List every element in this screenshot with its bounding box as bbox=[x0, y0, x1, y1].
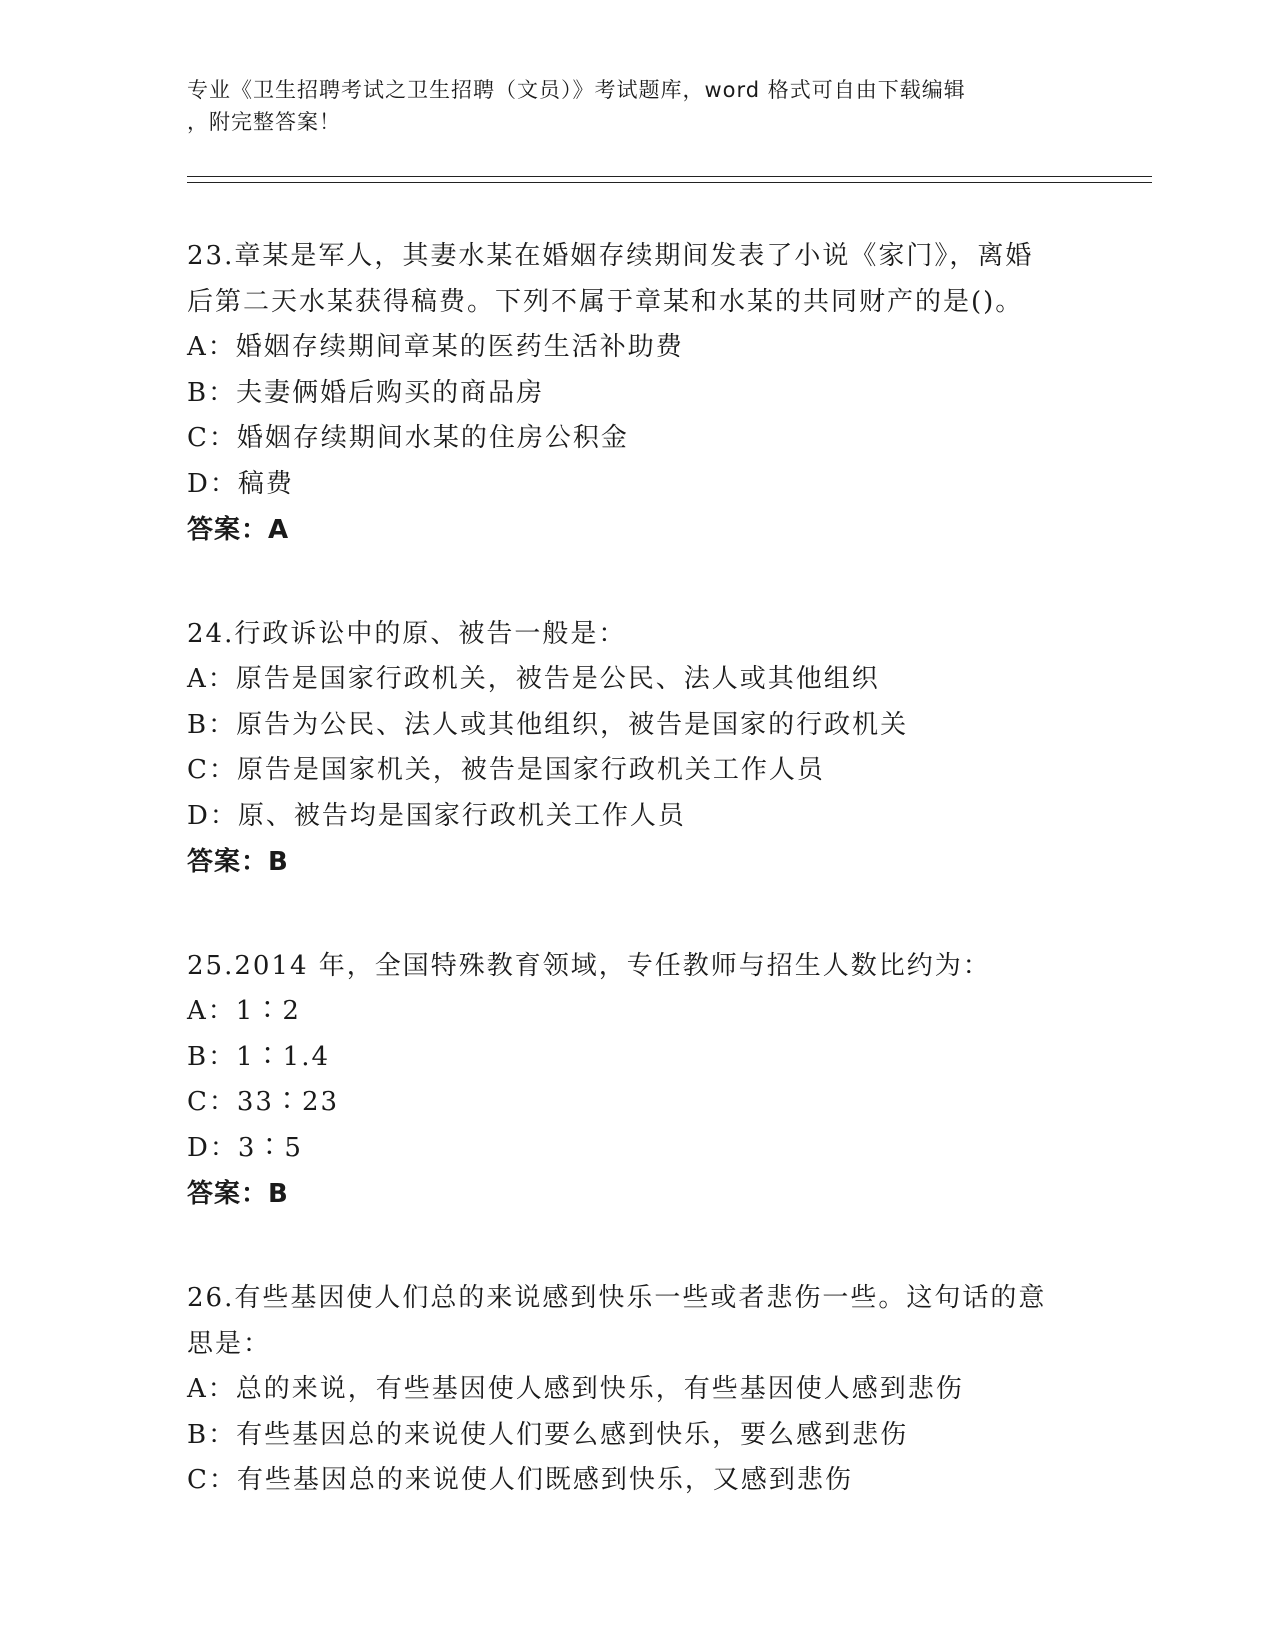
question-23 bbox=[187, 233, 1087, 553]
question-text-line: 思是： bbox=[187, 1329, 272, 1359]
question-24 bbox=[187, 611, 1087, 885]
question-list bbox=[187, 233, 1087, 1504]
option-a: A：原告是国家行政机关，被告是公民、法人或其他组织 bbox=[187, 664, 880, 694]
option-d: D：3∶5 bbox=[187, 1132, 303, 1163]
option-d: D：稿费 bbox=[187, 468, 294, 499]
header-divider-top bbox=[187, 176, 1152, 177]
header-line-2: ，附完整答案！ bbox=[187, 110, 341, 134]
option-a: A：总的来说，有些基因使人感到快乐，有些基因使人感到悲伤 bbox=[187, 1374, 964, 1404]
document-header bbox=[187, 74, 1087, 138]
option-b: B：1∶1.4 bbox=[187, 1041, 330, 1072]
header-line-1: 专业《卫生招聘考试之卫生招聘（文员）》考试题库，word 格式可自由下载编辑 bbox=[187, 78, 966, 102]
option-c: C：婚姻存续期间水某的住房公积金 bbox=[187, 423, 629, 453]
option-d: D：原、被告均是国家行政机关工作人员 bbox=[187, 800, 686, 831]
option-c: C：有些基因总的来说使人们既感到快乐，又感到悲伤 bbox=[187, 1465, 853, 1495]
option-b: B：夫妻俩婚后购买的商品房 bbox=[187, 377, 545, 408]
question-text-line: 26.有些基因使人们总的来说感到快乐一些或者悲伤一些。这句话的意 bbox=[187, 1283, 1047, 1313]
option-c: C：33∶23 bbox=[187, 1087, 340, 1117]
option-a: A：1∶2 bbox=[187, 996, 301, 1026]
question-25 bbox=[187, 943, 1087, 1217]
question-text-line: 后第二天水某获得稿费。下列不属于章某和水某的共同财产的是()。 bbox=[187, 287, 1024, 317]
answer-label: 答案：B bbox=[187, 1179, 289, 1209]
header-divider-bottom bbox=[187, 182, 1152, 183]
question-text-line: 23.章某是军人，其妻水某在婚姻存续期间发表了小说《家门》，离婚 bbox=[187, 241, 1034, 271]
option-c: C：原告是国家机关，被告是国家行政机关工作人员 bbox=[187, 755, 825, 785]
question-text-line: 25.2014 年，全国特殊教育领域，专任教师与招生人数比约为： bbox=[187, 951, 991, 981]
question-text-line: 24.行政诉讼中的原、被告一般是： bbox=[187, 619, 627, 649]
answer-label: 答案：A bbox=[187, 515, 290, 545]
question-26 bbox=[187, 1275, 1087, 1504]
option-b: B：原告为公民、法人或其他组织，被告是国家的行政机关 bbox=[187, 709, 909, 740]
answer-label: 答案：B bbox=[187, 847, 289, 877]
option-b: B：有些基因总的来说使人们要么感到快乐，要么感到悲伤 bbox=[187, 1419, 909, 1450]
option-a: A：婚姻存续期间章某的医药生活补助费 bbox=[187, 332, 684, 362]
